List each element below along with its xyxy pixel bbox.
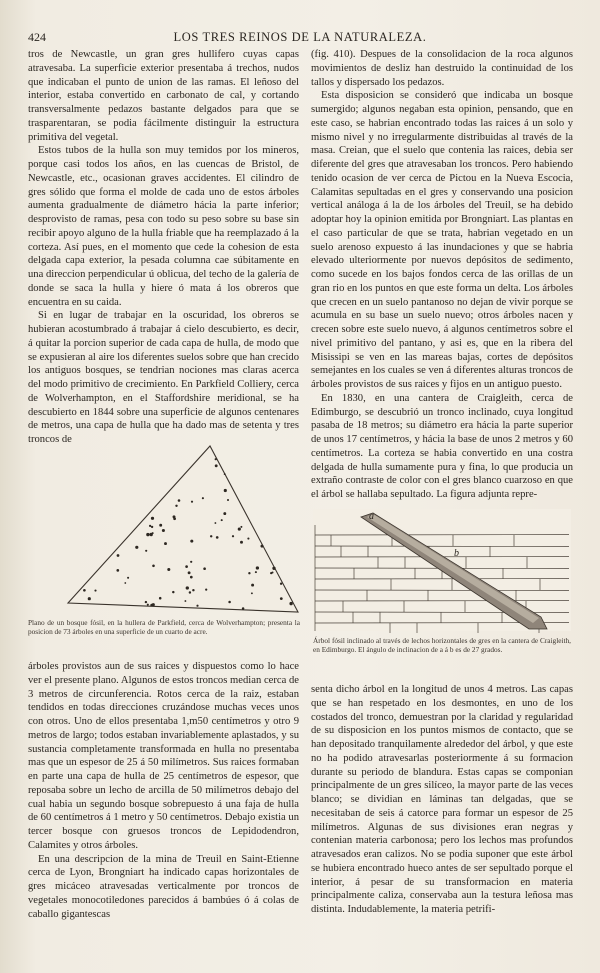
- tree-position-dot: [260, 545, 263, 548]
- tree-position-dot: [94, 590, 96, 592]
- tree-position-dot: [215, 458, 217, 460]
- tree-position-dot: [240, 541, 243, 544]
- tree-position-dot: [135, 546, 138, 549]
- tree-position-dot: [280, 597, 283, 600]
- tree-position-dot: [196, 605, 198, 607]
- paragraph: En una descripcion de la mina de Treuil en Saint-Etienne cerca de Lyon, Brongniart ha indicado capas horizontales de gres micáceo atravesadas verticalmente por troncos de vegetales monocotiledones parecidos á bambúes ó á colas de caballo gigantescas: [28, 853, 299, 920]
- tree-position-dot: [238, 528, 241, 531]
- tree-position-dot: [151, 526, 153, 528]
- tree-position-dot: [210, 535, 212, 537]
- tree-position-dot: [215, 464, 218, 467]
- label-a: a: [369, 511, 374, 522]
- tree-position-dot: [289, 602, 292, 605]
- tree-position-dot: [280, 583, 282, 585]
- tree-position-dot: [147, 604, 149, 606]
- tree-position-dot: [192, 589, 194, 591]
- tree-position-dot: [227, 499, 229, 501]
- tree-position-dot: [242, 607, 245, 610]
- tree-position-dot: [232, 535, 234, 537]
- tree-position-dot: [223, 512, 226, 515]
- tree-position-dot: [116, 569, 119, 572]
- tree-position-dot: [149, 525, 151, 527]
- tree-position-dot: [216, 536, 219, 539]
- figure-caption: Árbol fósil inclinado al través de lechos horizontales de gres en la cantera de Craigleith, en Edimburgo. El ángulo de inclinacion de a á b es de 27 grados.: [313, 636, 571, 654]
- tree-position-dot: [205, 589, 207, 591]
- running-title: LOS TRES REINOS DE LA NATURALEZA.: [173, 30, 427, 44]
- tree-position-dot: [224, 489, 227, 492]
- paragraph: Esta disposicion se consideró que indicaba un bosque sumergido; algunos negaban esta opinion, pensando, que en este caso, se habrian encontrado todas las raices á un solo y mismo nivel y no irregularmente distribuidas al través de la masa. Creian, que el suelo que contenia las raices, debia ser diferente del gres que atravesaban los troncos. Pero habiendo tenido ocasion de ver cerca de Pictou en la Nueva Escocia, Calamitas sepultadas en el gres y conservando una posicion vertical análoga á la de los árboles del Treuil, se ha debido adoptar hoy la opinion emitida por Brongniart. Las plantas en el caso particular de que se trata, habrian vegetado en un suelo arenoso expuesto á las inundaciones y que se habria elevado ulteriormente por nuevos depósitos de sedimento, como sucede en los bajos fondos cerca de las orillas de un gran rio en los puntos en que este forma un delta. Los árboles que crecen en un suelo pantanoso no dejan de vivir porque se acumula en su base un suelo nuevo; otros árboles nacen y crecen sobre este suelo nuevo, á algunos centímetros sobre el nivel primitivo del pantano, y asi es, que en la ribera del Misissipi se ven en las mareas bajas, cortes de depósitos semejantes en los cuales se ven á diferentes alturas troncos de árboles provistos de sus raices y fijos en un antiguo puesto.: [311, 90, 573, 390]
- right-column-top: [311, 48, 573, 502]
- tree-position-dot: [152, 603, 155, 606]
- inclined-fossil-tree-figure: [311, 505, 573, 675]
- tree-position-dot: [188, 571, 191, 574]
- tree-position-dot: [202, 497, 204, 499]
- left-column-bottom: [28, 660, 299, 921]
- tree-position-dot: [251, 584, 254, 587]
- tree-position-dot: [251, 592, 253, 594]
- tree-position-dot: [224, 473, 226, 475]
- tree-position-dot: [150, 533, 153, 536]
- tree-position-dot: [184, 600, 186, 602]
- tree-position-dot: [272, 567, 275, 570]
- tree-position-dot: [189, 591, 191, 593]
- tree-position-dot: [145, 601, 147, 603]
- inclined-tree-illustration: [311, 505, 573, 633]
- paragraph: senta dicho árbol en la longitud de unos 4 metros. Las capas que se han respetado en los desmontes, en uno de los costados del tronco, demuestran por la claridad y regularidad de su disposicion en los puntos mismos de contacto, que se han depositado tranquilamente alrededor del árbol, y que este no ha podido atravesarlas posteriormente á su formacion durante su periodo de blandura. Estas capas se componian principalmente de un gres silíceo, la mayor parte de las veces blanco; se dividian en láminas tan delgadas, que se necesitaban de seis á catorce para formar un espesor de 25 milímetros. Algunas de sus divisiones eran negras y contenian materia carbonosa; pero los lechos mas profundos atravesados eran calizos. No se podia suponer que este árbol se hubiera encontrado hueco antes de ser sepultado porque el interior, á pesar de su transformacion en materia principalmente caliza, conservaba aun la testura leñosa mas distinta. Indudablemente, la materia petrifi-: [311, 684, 573, 915]
- tree-position-dot: [185, 565, 188, 568]
- figure-caption: Plano de un bosque fósil, en la hullera de Parkfield, cerca de Wolverhampton; presenta la posicion de 73 árboles en una superficie de un cuarto de acre.: [28, 618, 300, 636]
- tree-position-dot: [88, 597, 91, 600]
- tree-position-dot: [167, 568, 170, 571]
- tree-position-dot: [152, 565, 155, 568]
- tree-position-dot: [145, 550, 147, 552]
- paragraph: Si en lugar de trabajar en la oscuridad, los obreros se hubieran acostumbrado á trabajar á cielo descubierto, es decir, á quitar la porcion superior de cada capa de hulla, de modo que se expusieran al aire los diferentes suelos sobre que han crecido los antiguos bosques, se tendrian nociones mas claras acerca del modo primitivo de crecimiento. En Parkfield Colliery, cerca de Wolverhampton, en el Staffordshire meridional, se ha descubierto en 1844 sobre una superficie de algunos centenares de metros, una capa de hulla que ha dado mas de setenta y tres troncos de: [28, 310, 299, 445]
- tree-position-dot: [178, 499, 181, 502]
- tree-position-dot: [190, 561, 192, 563]
- paragraph: tros de Newcastle, un gran gres hullifero cuyas capas atravesaba. La superficie exterior presentaba á trechos, nudos que indicaban el punto de union de las ramas. El leñoso del interior, estaba convertido en carbonato de cal, y cortando transversalmente pedazos bastante delgados para que se trasparentaran, se podia fácilmente distinguir la estructura primitiva del vegetal.: [28, 49, 299, 143]
- tree-position-dot: [270, 572, 272, 574]
- paragraph: árboles provistos aun de sus raices y dispuestos como lo hace ver el presente plano. Algunos de estos troncos median cerca de 3 metros de circunferencia. Rotos cerca de la raiz, estaban tendidos en todas direcciones cruzándose muchas veces unos con otros. Uno de ellos presentaba 1,m50 centímetros y otro 9 metros de largo; todos estaban invariablemente aplastados, y su sustancia completamente transformada en hulla no presentaba mas que un espesor de 25 á 50 milímetros. Sus raices formaban en parte una capa de hulla de 25 centímetros de espesor, que reposaba sobre un lecho de arcilla de 50 milímetros debajo del cual habia un segundo bosque sobrepuesto á una faja de hulla de 60 centímetros á 1 metro y 50 centímetros. Debajo existia un tercer bosque con gruesos troncos de Lepidodendron, Calamites y otros árboles.: [28, 661, 299, 851]
- paragraph: (fig. 410). Despues de la consolidacion de la roca algunos movimientos de desliz han destruido la continuidad de los tallos y dispersado los pedazos.: [311, 49, 573, 88]
- tree-position-dot: [127, 577, 129, 579]
- tree-position-dot: [175, 505, 177, 507]
- tree-position-dot: [221, 519, 223, 521]
- tree-position-dot: [162, 529, 165, 532]
- tree-position-dot: [255, 571, 257, 573]
- tree-position-dot: [240, 526, 242, 528]
- tree-position-dot: [248, 572, 250, 574]
- page-header: [28, 30, 572, 46]
- tree-position-dot: [164, 542, 167, 545]
- tree-position-dot: [228, 601, 231, 604]
- paragraph: Estos tubos de la hulla son muy temidos por los mineros, porque casi todos los años, en las cuencas de Bristol, de Newcastle, etc., ocasionan graves accidentes. El cilindro de gres sólido que forma el molde de cada uno de estos árboles aumenta gradualmente de diámetro hácia la parte inferior; desprovisto de ramas, pesa con todo su peso sobre su base sin recibir apoyo alguno de la hulla friable que ha reemplazado á la corteza. Así pues, en el momento que cede la cohesion de esta delgada capa exterior, la pesada columna cae súbitamente en una direccion perpendicular ú oblicua, del techo de la galería de donde se saca la hulla y hiere ó mata á los obreros que encuentra en su caida.: [28, 145, 299, 308]
- tree-position-dot: [190, 576, 193, 579]
- fossil-forest-plan-figure: [28, 440, 300, 652]
- fossil-forest-plan-illustration: [28, 440, 300, 615]
- tree-position-dot: [186, 586, 189, 589]
- tree-position-dot: [159, 597, 162, 600]
- page-number: 424: [28, 30, 46, 44]
- tree-position-dot: [83, 589, 86, 592]
- tree-position-dot: [203, 567, 206, 570]
- tree-position-dot: [172, 591, 174, 593]
- right-column-bottom: [311, 683, 573, 917]
- tree-position-dot: [191, 501, 193, 503]
- tree-position-dot: [124, 582, 126, 584]
- tree-position-dot: [256, 566, 259, 569]
- left-column-top: [28, 48, 299, 447]
- tree-position-dot: [173, 515, 176, 518]
- tree-position-dot: [190, 540, 193, 543]
- paragraph: En 1830, en una cantera de Craigleith, cerca de Edimburgo, se descubrió un tronco inclinado, cuya longitud pasaba de 18 metros; su diámetro era hácia la parte superior de unos 17 centímetros, y hácia la base de unos 2 metros y 60 centímetros. La corteza se habia convertido en una costra delgada de hulla sumamente pura y fina, lo que producia un extraño contraste de color con el gres blanco cuarzoso en que el árbol se hallaba sepultado. La figura adjunta repre-: [311, 392, 573, 500]
- tree-position-dot: [146, 533, 149, 536]
- tree-position-dot: [214, 522, 216, 524]
- tree-position-dot: [151, 517, 154, 520]
- tree-position-dot: [159, 524, 162, 527]
- tree-position-dot: [117, 554, 120, 557]
- label-b: b: [454, 548, 459, 559]
- tree-position-dot: [247, 538, 249, 540]
